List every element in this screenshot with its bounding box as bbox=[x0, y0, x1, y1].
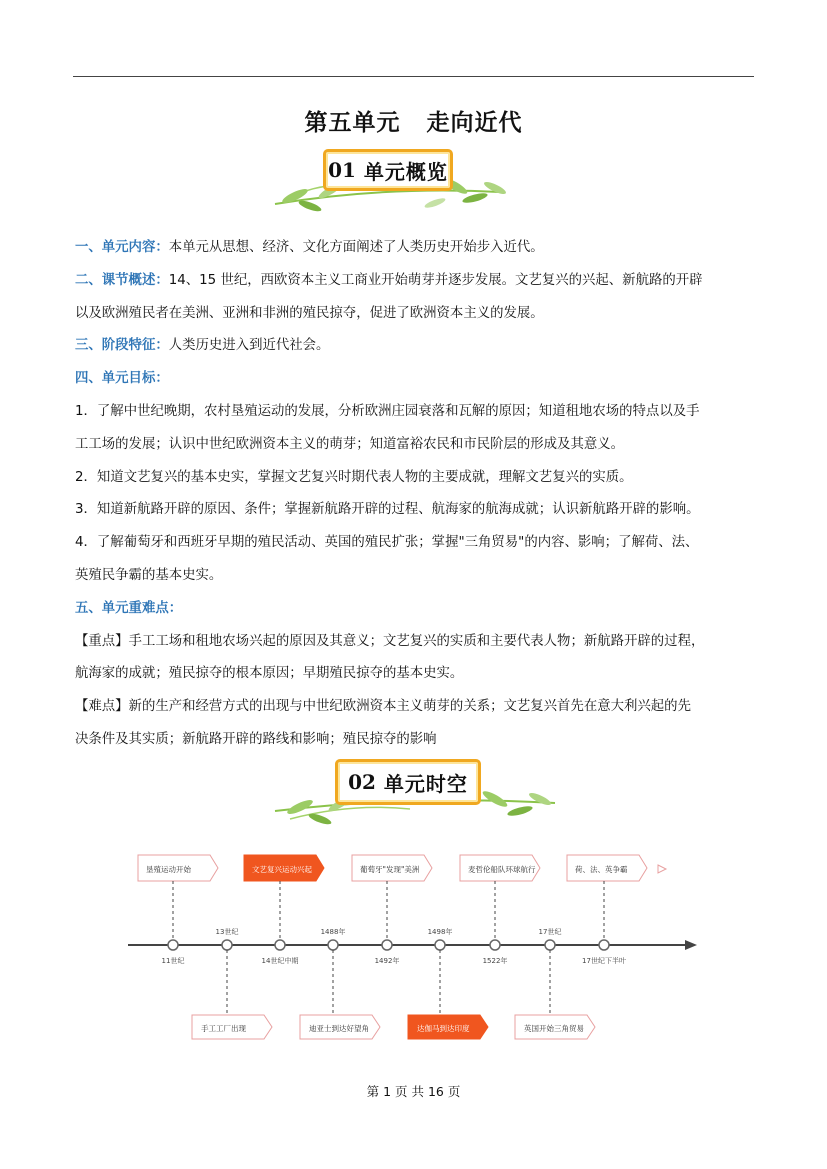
banner-number: 02 bbox=[348, 770, 376, 794]
overview-line bbox=[75, 527, 755, 560]
overview-line bbox=[75, 298, 755, 331]
date-label: 1492年 bbox=[374, 957, 400, 965]
event-label: 手工工厂出现 bbox=[201, 1024, 246, 1033]
event-label: 垦殖运动开始 bbox=[146, 865, 191, 874]
paragraph-text: 4．了解葡萄牙和西班牙早期的殖民活动、英国的殖民扩张；掌握"三角贸易"的内容、影响；了解荷、法、 bbox=[75, 535, 699, 551]
timeline-diagram bbox=[120, 845, 700, 1045]
timeline-node bbox=[382, 940, 392, 950]
chevron-icon bbox=[658, 865, 666, 873]
date-label: 1488年 bbox=[320, 928, 346, 936]
overview-line bbox=[75, 462, 755, 495]
timeline-node bbox=[599, 940, 609, 950]
section-label: 二、课节概述： bbox=[75, 272, 169, 288]
section-label: 四、单元目标： bbox=[75, 371, 169, 387]
event-label: 葡萄牙"发现"美洲 bbox=[360, 865, 420, 874]
event-label: 迪亚士到达好望角 bbox=[309, 1024, 369, 1033]
date-label: 11世纪 bbox=[161, 957, 185, 965]
event-label: 达伽马到达印度 bbox=[417, 1024, 470, 1033]
date-label: 17世纪下半叶 bbox=[582, 957, 626, 965]
date-label: 1498年 bbox=[427, 928, 453, 936]
paragraph-text: 决条件及其实质；新航路开辟的路线和影响；殖民掠夺的影响 bbox=[75, 731, 437, 747]
event-label: 英国开始三角贸易 bbox=[524, 1024, 584, 1033]
overview-line bbox=[75, 232, 755, 265]
paragraph-text: 航海家的成就；殖民掠夺的根本原因；早期殖民掠夺的基本史实。 bbox=[75, 666, 464, 682]
date-label: 17世纪 bbox=[538, 928, 562, 936]
paragraph-text: 本单元从思想、经济、文化方面阐述了人类历史开始步入近代。 bbox=[168, 240, 544, 255]
title-unit: 第五单元 bbox=[304, 109, 401, 136]
header-rule bbox=[73, 76, 754, 77]
banner-title: 单元时空 bbox=[383, 771, 468, 796]
paragraph-text: 【重点】手工工场和租地农场兴起的原因及其意义；文艺复兴的实质和主要代表人物；新航路开辟的过程， bbox=[75, 633, 705, 649]
paragraph-text: 以及欧洲殖民者在美洲、亚洲和非洲的殖民掠夺，促进了欧洲资本主义的发展。 bbox=[75, 305, 544, 321]
paragraph-text: 14、15 世纪，西欧资本主义工商业开始萌芽并逐步发展。文艺复兴的兴起、新航路的开辟 bbox=[168, 272, 703, 288]
date-label: 14世纪中期 bbox=[261, 957, 299, 965]
paragraph-text: 1．了解中世纪晚期，农村垦殖运动的发展，分析欧洲庄园衰落和瓦解的原因；知道租地农场的特点以及手 bbox=[75, 403, 700, 419]
overview-line bbox=[75, 494, 755, 527]
timeline-node bbox=[435, 940, 445, 950]
overview-line bbox=[75, 330, 755, 363]
overview-line bbox=[75, 396, 755, 429]
section-banner-timeline bbox=[270, 759, 530, 829]
title-topic: 走向近代 bbox=[426, 109, 523, 136]
section-label: 五、单元重难点： bbox=[75, 600, 183, 616]
section-banner-overview bbox=[255, 148, 515, 218]
paragraph-text: 工工场的发展；认识中世纪欧洲资本主义的萌芽；知道富裕农民和市民阶层的形成及其意义。 bbox=[75, 436, 625, 452]
overview-line bbox=[75, 560, 755, 593]
arrow-icon bbox=[685, 940, 697, 950]
timeline-node bbox=[545, 940, 555, 950]
date-label: 13世纪 bbox=[215, 928, 239, 936]
date-label: 1522年 bbox=[482, 957, 508, 965]
banner-box bbox=[335, 759, 481, 805]
timeline-node bbox=[222, 940, 232, 950]
overview-line bbox=[75, 363, 755, 396]
overview-line bbox=[75, 626, 755, 659]
paragraph-text: 2．知道文艺复兴的基本史实，掌握文艺复兴时期代表人物的主要成就，理解文艺复兴的实质。 bbox=[75, 469, 633, 485]
overview-line bbox=[75, 658, 755, 691]
timeline-node bbox=[275, 940, 285, 950]
event-label: 荷、法、英争霸 bbox=[575, 865, 628, 874]
paragraph-text: 3．知道新航路开辟的原因、条件；掌握新航路开辟的过程、航海家的航海成就；认识新航路开辟的影响。 bbox=[75, 502, 700, 518]
paragraph-text: 【难点】新的生产和经营方式的出现与中世纪欧洲资本主义萌芽的关系；文艺复兴首先在意大利兴起的先 bbox=[75, 699, 691, 715]
timeline-node bbox=[168, 940, 178, 950]
overview-line bbox=[75, 724, 755, 757]
section-label: 一、单元内容： bbox=[75, 240, 169, 255]
overview-line bbox=[75, 691, 755, 724]
paragraph-text: 人类历史进入到近代社会。 bbox=[168, 338, 330, 354]
event-label: 麦哲伦船队环球航行 bbox=[468, 865, 536, 874]
page-title bbox=[0, 104, 827, 137]
overview-line bbox=[75, 429, 755, 462]
timeline-node bbox=[328, 940, 338, 950]
paragraph-text: 英殖民争霸的基本史实。 bbox=[75, 567, 223, 583]
banner-title: 单元概览 bbox=[363, 159, 448, 184]
event-label: 文艺复兴运动兴起 bbox=[252, 865, 312, 874]
overview-line bbox=[75, 265, 755, 298]
overview-line bbox=[75, 593, 755, 626]
timeline-node bbox=[490, 940, 500, 950]
section-label: 三、阶段特征： bbox=[75, 338, 169, 354]
banner-box bbox=[323, 149, 453, 191]
banner-number: 01 bbox=[328, 158, 356, 182]
page-footer: 第 1 页 共 16 页 bbox=[366, 1084, 461, 1099]
overview-content bbox=[75, 232, 755, 757]
